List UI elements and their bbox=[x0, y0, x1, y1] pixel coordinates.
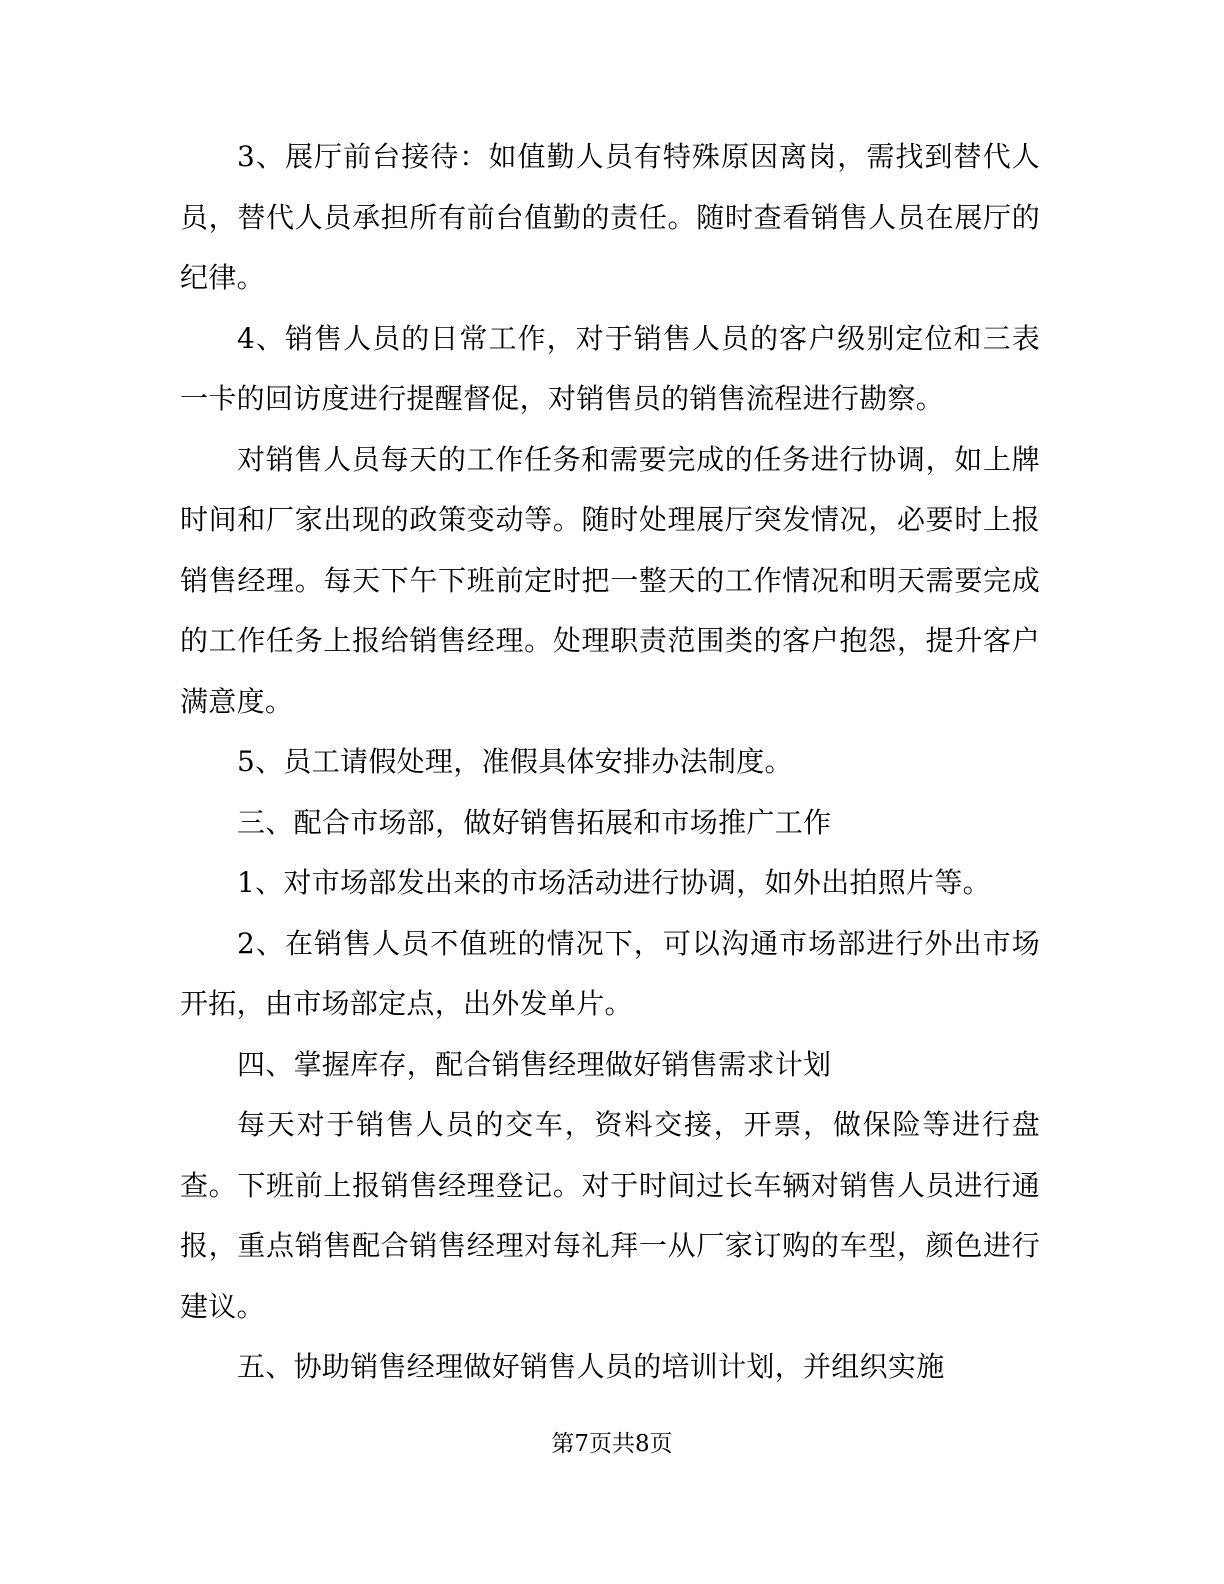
heading-section-4: 四、掌握库存，配合销售经理做好销售需求计划 bbox=[237, 1047, 832, 1081]
heading-section-3: 三、配合市场部，做好销售拓展和市场推广工作 bbox=[237, 805, 832, 839]
document-body bbox=[180, 127, 1040, 1398]
heading-section-5: 五、协助销售经理做好销售人员的培训计划，并组织实施 bbox=[237, 1350, 945, 1383]
paragraph-leave: 5、员工请假处理，准假具体安排办法制度。 bbox=[237, 745, 793, 778]
paragraph-market-activity: 1、对市场部发出来的市场活动进行协调，如外出拍照片等。 bbox=[237, 866, 991, 899]
paragraph-market-expansion: 2、在销售人员不值班的情况下，可以沟通市场部进行外出市场开拓，由市场部定点，出外发单片。 bbox=[180, 926, 1040, 1020]
paragraph-coordination: 对销售人员每天的工作任务和需要完成的任务进行协调，如上牌时间和厂家出现的政策变动等。随时处理展厅突发情况，必要时上报销售经理。每天下午下班前定时把一整天的工作情况和明天需要完成的工作任务上报给销售经理。处理职责范围类的客户抱怨，提升客户满意度。 bbox=[180, 442, 1040, 718]
page-number: 第7页共8页 bbox=[551, 1431, 673, 1457]
paragraph-reception: 3、展厅前台接待：如值勤人员有特殊原因离岗，需找到替代人员，替代人员承担所有前台值勤的责任。随时查看销售人员在展厅的纪律。 bbox=[180, 140, 1040, 294]
paragraph-daily-work: 4、销售人员的日常工作，对于销售人员的客户级别定位和三表一卡的回访度进行提醒督促，对销售员的销售流程进行勘察。 bbox=[180, 321, 1040, 415]
paragraph-inventory: 每天对于销售人员的交车，资料交接，开票，做保险等进行盘查。下班前上报销售经理登记。对于时间过长车辆对销售人员进行通报，重点销售配合销售经理对每礼拜一从厂家订购的车型，颜色进行建议。 bbox=[180, 1108, 1040, 1323]
